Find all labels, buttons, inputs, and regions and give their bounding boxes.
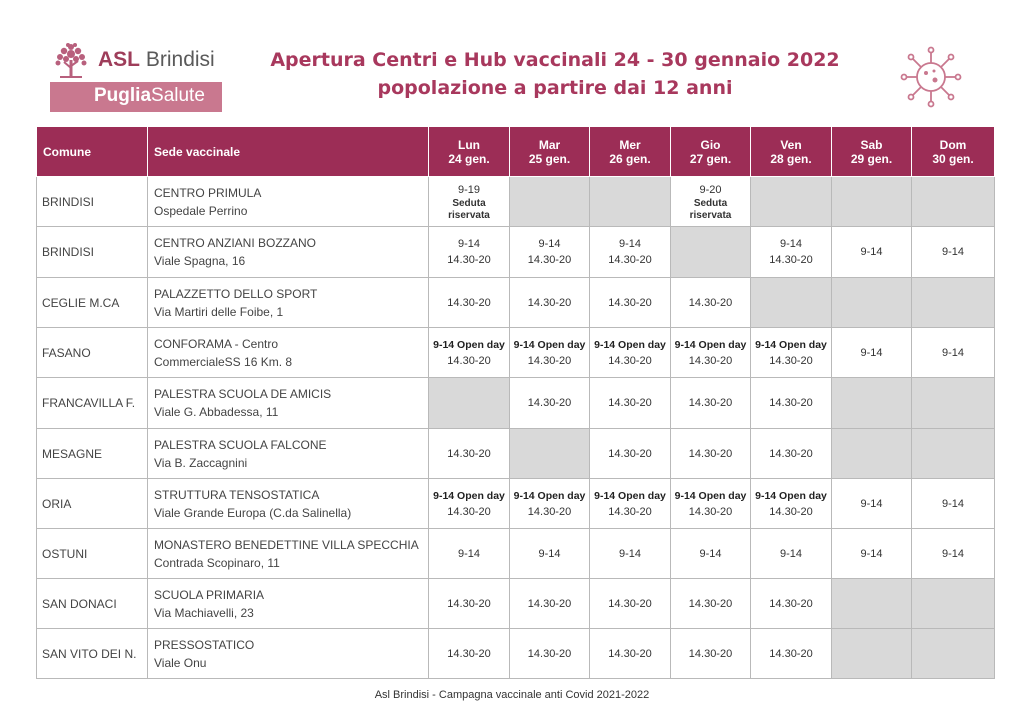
cell-hours: 14.30-20 <box>510 629 590 679</box>
cell-closed <box>912 579 995 629</box>
cell-closed <box>671 227 751 278</box>
cell-comune: CEGLIE M.CA <box>37 278 148 328</box>
cell-hours: 14.30-20 <box>510 278 590 328</box>
cell-comune: FRANCAVILLA F. <box>37 378 148 429</box>
cell-hours: 9-14 <box>832 529 912 579</box>
cell-closed <box>590 177 671 227</box>
header-day: Ven 28 gen. <box>751 127 832 177</box>
header-day: Mer 26 gen. <box>590 127 671 177</box>
cell-closed <box>751 177 832 227</box>
cell-closed <box>510 429 590 479</box>
cell-hours: 9-14 <box>912 529 995 579</box>
table-row <box>37 328 995 378</box>
cell-hours: 9-14 <box>832 328 912 378</box>
cell-comune: FASANO <box>37 328 148 378</box>
cell-closed <box>912 278 995 328</box>
tree-logo-icon <box>50 42 92 84</box>
cell-hours: 9-14 Open day 14.30-20 <box>751 328 832 378</box>
cell-comune: SAN VITO DEI N. <box>37 629 148 679</box>
cell-hours: 9-14 Open day 14.30-20 <box>429 479 510 529</box>
cell-closed <box>832 579 912 629</box>
table-header-row <box>37 127 995 177</box>
cell-hours: 9-14 Open day 14.30-20 <box>510 479 590 529</box>
cell-hours: 14.30-20 <box>751 378 832 429</box>
cell-hours: 9-14 Open day 14.30-20 <box>590 328 671 378</box>
cell-hours: 14.30-20 <box>429 429 510 479</box>
cell-comune: ORIA <box>37 479 148 529</box>
cell-hours: 9-14 Open day 14.30-20 <box>751 479 832 529</box>
cell-hours: 9-14 Open day 14.30-20 <box>671 479 751 529</box>
title-line-1: Apertura Centri e Hub vaccinali 24 - 30 gennaio 2022 <box>270 49 840 71</box>
cell-hours: 9-14 <box>912 227 995 278</box>
cell-hours: 9-14 14.30-20 <box>590 227 671 278</box>
cell-sede: PALESTRA SCUOLA FALCONE Via B. Zaccagnini <box>148 429 429 479</box>
cell-hours: 14.30-20 <box>751 579 832 629</box>
cell-closed <box>912 429 995 479</box>
cell-sede: PALAZZETTO DELLO SPORT Via Martiri delle Foibe, 1 <box>148 278 429 328</box>
cell-sede: PRESSOSTATICO Viale Onu <box>148 629 429 679</box>
cell-hours: 9-14 <box>751 529 832 579</box>
table-row <box>37 629 995 679</box>
cell-closed <box>912 177 995 227</box>
cell-hours: 14.30-20 <box>429 629 510 679</box>
cell-hours: 14.30-20 <box>510 378 590 429</box>
table-row <box>37 479 995 529</box>
cell-hours: 9-14 Open day 14.30-20 <box>510 328 590 378</box>
cell-closed <box>912 629 995 679</box>
table-row <box>37 177 995 227</box>
cell-hours: 14.30-20 <box>429 579 510 629</box>
cell-comune: BRINDISI <box>37 177 148 227</box>
vaccination-schedule-table <box>36 126 995 679</box>
cell-hours: 9-14 Open day 14.30-20 <box>671 328 751 378</box>
cell-comune: BRINDISI <box>37 227 148 278</box>
cell-hours: 9-14 14.30-20 <box>429 227 510 278</box>
table-row <box>37 579 995 629</box>
cell-comune: MESAGNE <box>37 429 148 479</box>
cell-hours: 14.30-20 <box>590 629 671 679</box>
page-title <box>250 46 860 102</box>
cell-hours: 14.30-20 <box>590 429 671 479</box>
cell-hours: 9-14 Open day 14.30-20 <box>590 479 671 529</box>
cell-sede: CONFORAMA - Centro CommercialeSS 16 Km. 8 <box>148 328 429 378</box>
cell-sede: SCUOLA PRIMARIA Via Machiavelli, 23 <box>148 579 429 629</box>
cell-hours: 9-14 <box>912 479 995 529</box>
cell-sede: STRUTTURA TENSOSTATICA Viale Grande Europa (C.da Salinella) <box>148 479 429 529</box>
logo-band: PugliaSalute <box>50 82 222 112</box>
cell-hours: 9-14 Open day 14.30-20 <box>429 328 510 378</box>
cell-hours: 14.30-20 <box>429 278 510 328</box>
cell-comune: SAN DONACI <box>37 579 148 629</box>
table-row <box>37 227 995 278</box>
cell-closed <box>832 629 912 679</box>
cell-hours: 14.30-20 <box>671 629 751 679</box>
table-row <box>37 378 995 429</box>
cell-closed <box>751 278 832 328</box>
cell-sede: CENTRO PRIMULA Ospedale Perrino <box>148 177 429 227</box>
cell-closed <box>832 378 912 429</box>
cell-closed <box>429 378 510 429</box>
cell-hours: 9-14 <box>671 529 751 579</box>
cell-comune: OSTUNI <box>37 529 148 579</box>
logo-name: ASL Brindisi <box>98 48 215 71</box>
cell-hours: 9-14 <box>429 529 510 579</box>
cell-hours: 14.30-20 <box>671 378 751 429</box>
asl-logo <box>50 42 225 112</box>
cell-hours: 9-14 <box>832 227 912 278</box>
cell-hours: 9-20 Seduta riservata <box>671 177 751 227</box>
cell-hours: 9-14 <box>912 328 995 378</box>
cell-closed <box>912 378 995 429</box>
cell-hours: 9-14 <box>510 529 590 579</box>
cell-hours: 9-14 <box>590 529 671 579</box>
table-row <box>37 529 995 579</box>
cell-closed <box>510 177 590 227</box>
cell-hours: 14.30-20 <box>671 579 751 629</box>
cell-hours: 9-14 <box>832 479 912 529</box>
title-line-2: popolazione a partire dai 12 anni <box>377 77 733 99</box>
cell-closed <box>832 278 912 328</box>
header-day: Lun 24 gen. <box>429 127 510 177</box>
cell-closed <box>832 177 912 227</box>
cell-hours: 14.30-20 <box>590 579 671 629</box>
cell-hours: 14.30-20 <box>671 429 751 479</box>
header-day: Dom 30 gen. <box>912 127 995 177</box>
header-day: Gio 27 gen. <box>671 127 751 177</box>
cell-hours: 14.30-20 <box>751 629 832 679</box>
cell-closed <box>832 429 912 479</box>
cell-sede: PALESTRA SCUOLA DE AMICIS Viale G. Abbadessa, 11 <box>148 378 429 429</box>
cell-hours: 9-14 14.30-20 <box>751 227 832 278</box>
cell-sede: MONASTERO BENEDETTINE VILLA SPECCHIA Contrada Scopinaro, 11 <box>148 529 429 579</box>
cell-hours: 14.30-20 <box>590 378 671 429</box>
cell-hours: 14.30-20 <box>751 429 832 479</box>
cell-hours: 14.30-20 <box>590 278 671 328</box>
table-row <box>37 429 995 479</box>
cell-hours: 14.30-20 <box>671 278 751 328</box>
footer-text: Asl Brindisi - Campagna vaccinale anti Covid 2021-2022 <box>374 689 650 701</box>
virus-icon <box>898 44 964 110</box>
cell-hours: 14.30-20 <box>510 579 590 629</box>
header-day: Mar 25 gen. <box>510 127 590 177</box>
table-row <box>37 278 995 328</box>
cell-sede: CENTRO ANZIANI BOZZANO Viale Spagna, 16 <box>148 227 429 278</box>
header-day: Sab 29 gen. <box>832 127 912 177</box>
header-sede: Sede vaccinale <box>148 127 429 177</box>
cell-hours: 9-19 Seduta riservata <box>429 177 510 227</box>
header-comune: Comune <box>37 127 148 177</box>
cell-hours: 9-14 14.30-20 <box>510 227 590 278</box>
